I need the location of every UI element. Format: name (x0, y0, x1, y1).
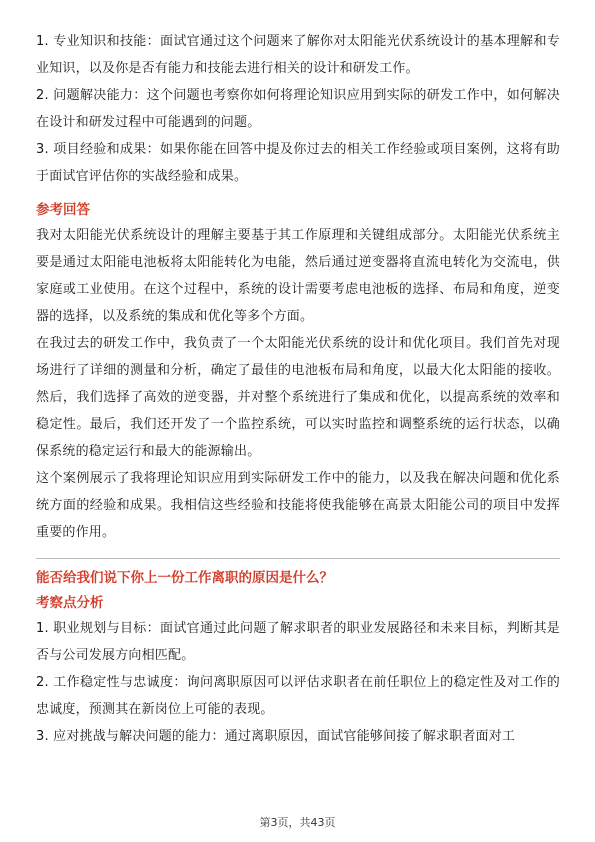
list-item: 3. 应对挑战与解决问题的能力：通过离职原因，面试官能够间接了解求职者面对工 (36, 729, 516, 744)
answer-title: 参考回答 (36, 202, 90, 218)
answer-paragraph: 这个案例展示了我将理论知识应用到实际研发工作中的能力，以及我在解决问题和优化系统方面的经验和成果。我相信这些经验和技能将使我能够在高景太阳能公司的项目中发挥重要的作用。 (36, 471, 560, 540)
list-item: 1. 职业规划与目标：面试官通过此问题了解求职者的职业发展路径和未来目标，判断其是否与公司发展方向相匹配。 (36, 621, 560, 663)
list-item: 3. 项目经验和成果：如果你能在回答中提及你过去的相关工作经验或项目案例，这将有助于面试官评估你的实战经验和成果。 (36, 142, 560, 184)
list-item: 2. 工作稳定性与忠诚度：询问离职原因可以评估求职者在前任职位上的稳定性及对工作的忠诚度，预测其在新岗位上可能的表现。 (36, 675, 560, 717)
analysis-title: 考察点分析 (36, 595, 104, 611)
question-title: 能否给我们说下你上一份工作离职的原因是什么？ (36, 570, 333, 586)
answer-paragraph: 在我过去的研发工作中，我负责了一个太阳能光伏系统的设计和优化项目。我们首先对现场进行了详细的测量和分析，确定了最佳的电池板布局和角度，以最大化太阳能的接收。然后，我们选择了高效的逆变器，并对整个系统进行了集成和优化，以提高系统的效率和稳定性。最后，我们还开发了一个监控系统，可以实时监控和调整系统的运行状态，以确保系统的稳定运行和最大的能源输出。 (36, 336, 560, 459)
answer-paragraph: 我对太阳能光伏系统设计的理解主要基于其工作原理和关键组成部分。太阳能光伏系统主要是通过太阳能电池板将太阳能转化为电能，然后通过逆变器将直流电转化为交流电，供家庭或工业使用。在这个过程中，系统的设计需要考虑电池板的选择、布局和角度，逆变器的选择，以及系统的集成和优化等多个方面。 (36, 228, 560, 324)
page-number: 第3页，共43页 (259, 816, 336, 829)
section-divider (36, 558, 560, 559)
document-page (36, 28, 560, 750)
list-item: 2. 问题解决能力：这个问题也考察你如何将理论知识应用到实际的研发工作中，如何解决在设计和研发过程中可能遇到的问题。 (36, 88, 560, 130)
list-item: 1. 专业知识和技能：面试官通过这个问题来了解你对太阳能光伏系统设计的基本理解和专业知识，以及你是否有能力和技能去进行相关的设计和研发工作。 (36, 34, 560, 76)
